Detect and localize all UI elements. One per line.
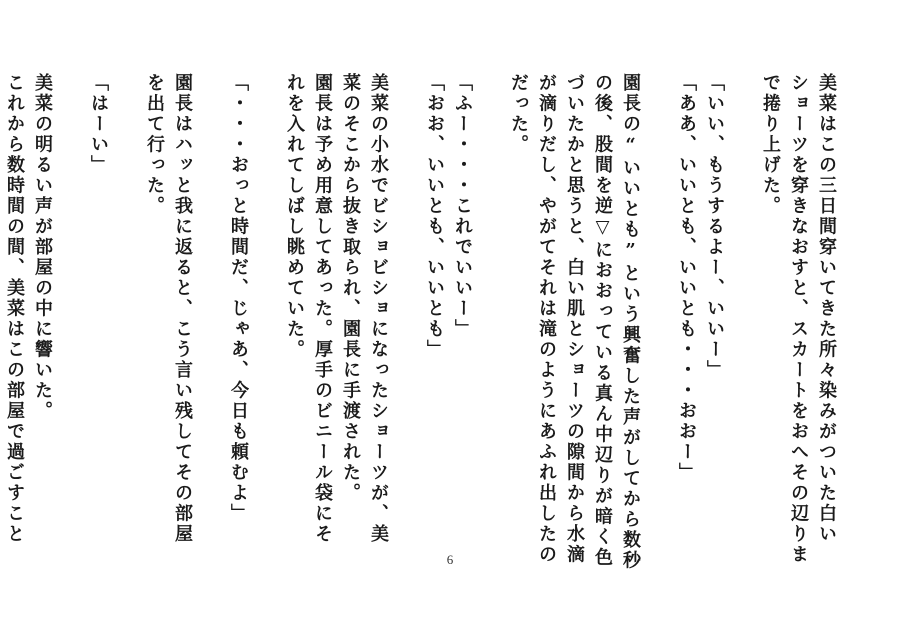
- dialogue-line: 「いい、もうするよー、いいー」: [704, 73, 725, 381]
- blank-line: [644, 73, 672, 573]
- dialogue-line: 「ふー・・・これでいいー」: [452, 73, 473, 340]
- text-line: 園長は予め用意してあった。厚手のビニール袋にそ: [312, 73, 333, 545]
- text-line: だった。: [508, 73, 529, 155]
- vertical-text-body: [0, 73, 840, 573]
- dialogue-line: 「・・・おっと時間だ、じゃあ、今日も頼むよ」: [228, 73, 249, 524]
- blank-line: [196, 73, 224, 573]
- dialogue-line: 「おお、いいとも、いいとも」: [424, 73, 445, 360]
- blank-line: [112, 73, 140, 573]
- text-line: ショーツを穿きなおすと、スカートをおへその辺りま: [788, 73, 809, 565]
- text-line: の後、股間を逆▽におおっている真ん中辺りが暗く色: [592, 73, 613, 568]
- text-line: れを入れてしばし眺めていた。: [284, 73, 305, 360]
- text-line: 美菜の小水でビショビショになったショーツが、美: [368, 73, 389, 545]
- blank-line: [56, 73, 84, 573]
- text-line: 園長はハッと我に返ると、こう言い残してその部屋: [172, 73, 193, 545]
- text-line: づいたかと思うと、白い肌とショーツの隙間から水滴: [564, 73, 585, 565]
- blank-line: [252, 73, 280, 573]
- blank-line: [728, 73, 756, 573]
- text-line: で捲り上げた。: [760, 73, 781, 217]
- text-line: 菜のそこから抜き取られ、園長に手渡された。: [340, 73, 361, 504]
- blank-line: [392, 73, 420, 573]
- text-line: 園長の“いいとも”という興奮した声がしてから数秒: [620, 73, 641, 571]
- text-line: を出て行った。: [144, 73, 165, 217]
- text-line: 美菜はこの三日間穿いてきた所々染みがついた白い: [816, 73, 837, 545]
- text-line: これから数時間の間、美菜はこの部屋で過ごすこと: [4, 73, 25, 545]
- dialogue-line: 「はーい」: [88, 73, 109, 176]
- dialogue-line: 「ああ、いいとも、いいとも・・・おおー」: [676, 73, 697, 483]
- page-number: 6: [446, 552, 454, 567]
- blank-line: [476, 73, 504, 573]
- text-line: が滴りだし、やがてそれは滝のようにあふれ出したの: [536, 73, 557, 565]
- text-line: 美菜の明るい声が部屋の中に響いた。: [32, 73, 53, 422]
